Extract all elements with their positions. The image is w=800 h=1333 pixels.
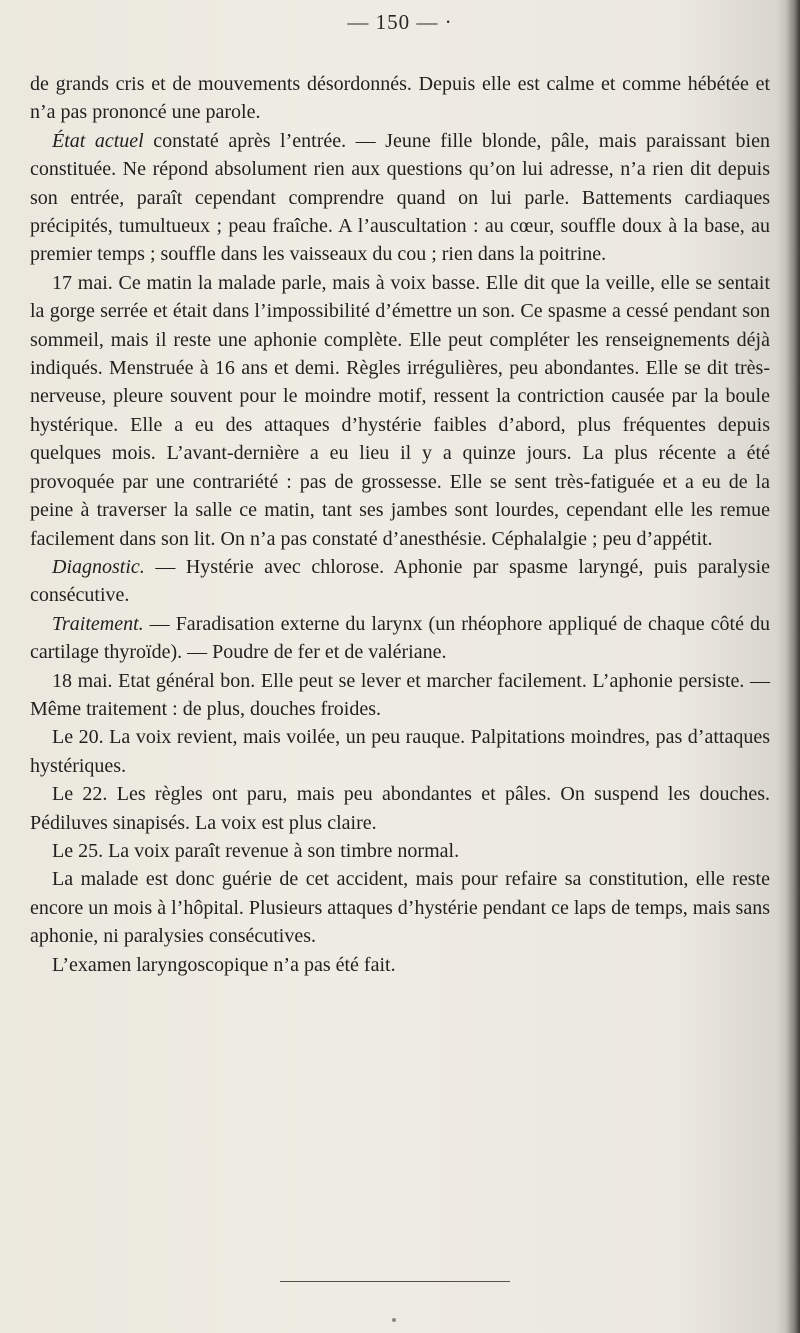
paragraph [30, 951, 770, 979]
page-number: — 150 — · [347, 10, 453, 34]
paragraph [30, 127, 770, 269]
paragraph-text: — Faradisation externe du larynx (un rhéophore appliqué de chaque côté du cartilage thyroïde). — Poudre de fer et de valériane. [30, 612, 770, 664]
paragraph-text: constaté après l’entrée. — Jeune fille blonde, pâle, mais paraissant bien constituée. Ne répond absolument rien aux questions qu’on lui adresse, n’a rien dit depuis son entrée, paraît cependant comprendre quand on lui parle. Battements cardiaques précipités, tumultueux ; peau fraîche. A l’auscultation : au cœur, souffle doux à la base, au premier temps ; souffle dans les vaisseaux du cou ; rien dans la poitrine. [30, 129, 770, 266]
section-label-traitement: Traitement. [52, 612, 144, 635]
paragraph-text: L’examen laryngoscopique n’a pas été fait. [52, 953, 396, 976]
paragraph [30, 667, 770, 724]
section-label-diagnostic: Diagnostic. [52, 555, 145, 578]
paragraph-text: de grands cris et de mouvements désordonnés. Depuis elle est calme et comme hébétée et n’a pas prononcé une parole. [30, 73, 770, 124]
paragraph [30, 837, 770, 865]
paragraph-text: 18 mai. Etat général bon. Elle peut se lever et marcher facilement. L’aphonie persiste. — Même traitement : de plus, douches froides. [30, 669, 770, 720]
paragraph [30, 553, 770, 610]
paragraph [30, 780, 770, 837]
paragraph [30, 269, 770, 553]
paragraph [30, 610, 770, 667]
binding-shadow [786, 0, 800, 1333]
paragraph-text: La malade est donc guérie de cet accident, mais pour refaire sa constitution, elle reste encore un mois à l’hôpital. Plusieurs attaques d’hystérie pendant ce laps de temps, mais sans aphonie, ni paralysies consécutives. [30, 868, 770, 948]
paragraph-text: Le 22. Les règles ont paru, mais peu abondantes et pâles. On suspend les douches. Pédiluves sinapisés. La voix est plus claire. [30, 783, 770, 834]
paragraph [30, 865, 770, 950]
paragraph-text: 17 mai. Ce matin la malade parle, mais à voix basse. Elle dit que la veille, elle se sentait la gorge serrée et était dans l’impossibilité d’émettre un son. Ce spasme a cessé pendant son sommeil, mais il reste une aphonie complète. Elle peut compléter les renseignements déjà indiqués. Menstruée à 16 ans et demi. Règles irrégulières, peu abondantes. Elle se dit très-nerveuse, pleure souvent pour le moindre motif, ressent la contriction causée par la boule hystérique. Elle a eu des attaques d’hystérie faibles d’abord, plus fréquentes depuis quelques mois. L’avant-dernière a eu lieu il y a quinze jours. La plus récente a été provoquée par une contrariété : pas de grossesse. Elle se sent très-fatiguée et a eu de la peine à traverser la salle ce matin, tant ses jambes sont lourdes, cependant elle les remue facilement dans son lit. On n’a pas constaté d’anesthésie. Céphalalgie ; peu d’appétit. [30, 271, 770, 550]
body-text [30, 70, 770, 979]
paragraph [30, 70, 770, 127]
paragraph [30, 723, 770, 780]
section-label-etat-actuel: État actuel [52, 129, 144, 152]
paragraph-text: Le 20. La voix revient, mais voilée, un peu rauque. Palpitations moindres, pas d’attaques hystériques. [30, 726, 770, 777]
closing-rule [280, 1281, 510, 1282]
paragraph-text: Le 25. La voix paraît revenue à son timbre normal. [52, 839, 460, 862]
printer-dot [392, 1318, 396, 1322]
paragraph-text: — Hystérie avec chlorose. Aphonie par spasme laryngé, puis paralysie consécutive. [30, 555, 770, 607]
